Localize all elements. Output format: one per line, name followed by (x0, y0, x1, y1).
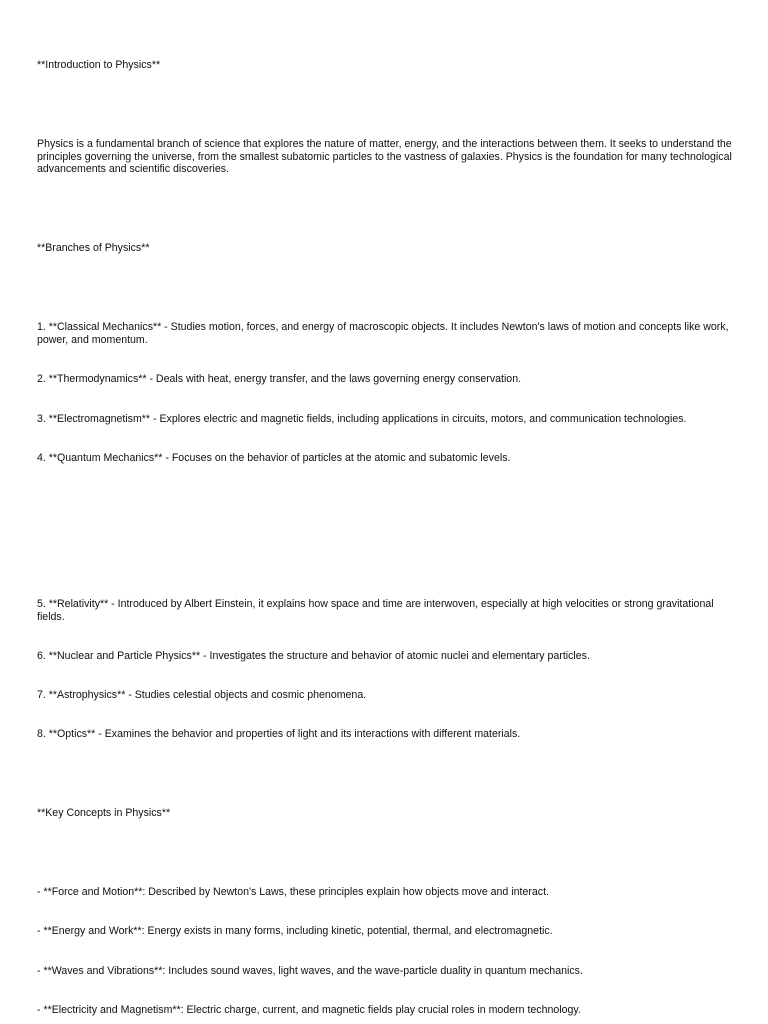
branch-item: 1. **Classical Mechanics** - Studies motion, forces, and energy of macroscopic objects. It includes Newton's laws of motion and concepts like work, power, and momentum. (37, 321, 729, 346)
intro-paragraph: Physics is a fundamental branch of science that explores the nature of matter, energy, and the interactions between them. It seeks to understand the principles governing the universe, from the smallest subatomic particles to the vastness of galaxies. Physics is the foundation for many technological advancements and scientific discoveries. (37, 138, 732, 176)
concepts-heading: **Key Concepts in Physics** (37, 807, 171, 819)
concept-item: - **Energy and Work**: Energy exists in many forms, including kinetic, potential, thermal, and electromagnetic. (37, 925, 553, 937)
branch-item: 4. **Quantum Mechanics** - Focuses on the behavior of particles at the atomic and subatomic levels. (37, 452, 511, 464)
branch-item: 6. **Nuclear and Particle Physics** - Investigates the structure and behavior of atomic nuclei and elementary particles. (37, 650, 590, 662)
branch-item: 7. **Astrophysics** - Studies celestial objects and cosmic phenomena. (37, 689, 367, 701)
concept-item: - **Force and Motion**: Described by Newton's Laws, these principles explain how objects move and interact. (37, 886, 549, 898)
branch-item: 3. **Electromagnetism** - Explores electric and magnetic fields, including applications in circuits, motors, and communication technologies. (37, 413, 687, 425)
concept-item: - **Waves and Vibrations**: Includes sound waves, light waves, and the wave-particle duality in quantum mechanics. (37, 965, 583, 977)
branches-heading: **Branches of Physics** (37, 242, 150, 254)
concept-item: - **Electricity and Magnetism**: Electric charge, current, and magnetic fields play crucial roles in modern technology. (37, 1004, 581, 1016)
intro-heading: **Introduction to Physics** (37, 59, 161, 71)
branch-item: 8. **Optics** - Examines the behavior and properties of light and its interactions with different materials. (37, 728, 521, 740)
branch-item: 5. **Relativity** - Introduced by Albert Einstein, it explains how space and time are interwoven, especially at high velocities or strong gravitational fields. (37, 598, 714, 623)
branch-item: 2. **Thermodynamics** - Deals with heat, energy transfer, and the laws governing energy conservation. (37, 373, 522, 385)
